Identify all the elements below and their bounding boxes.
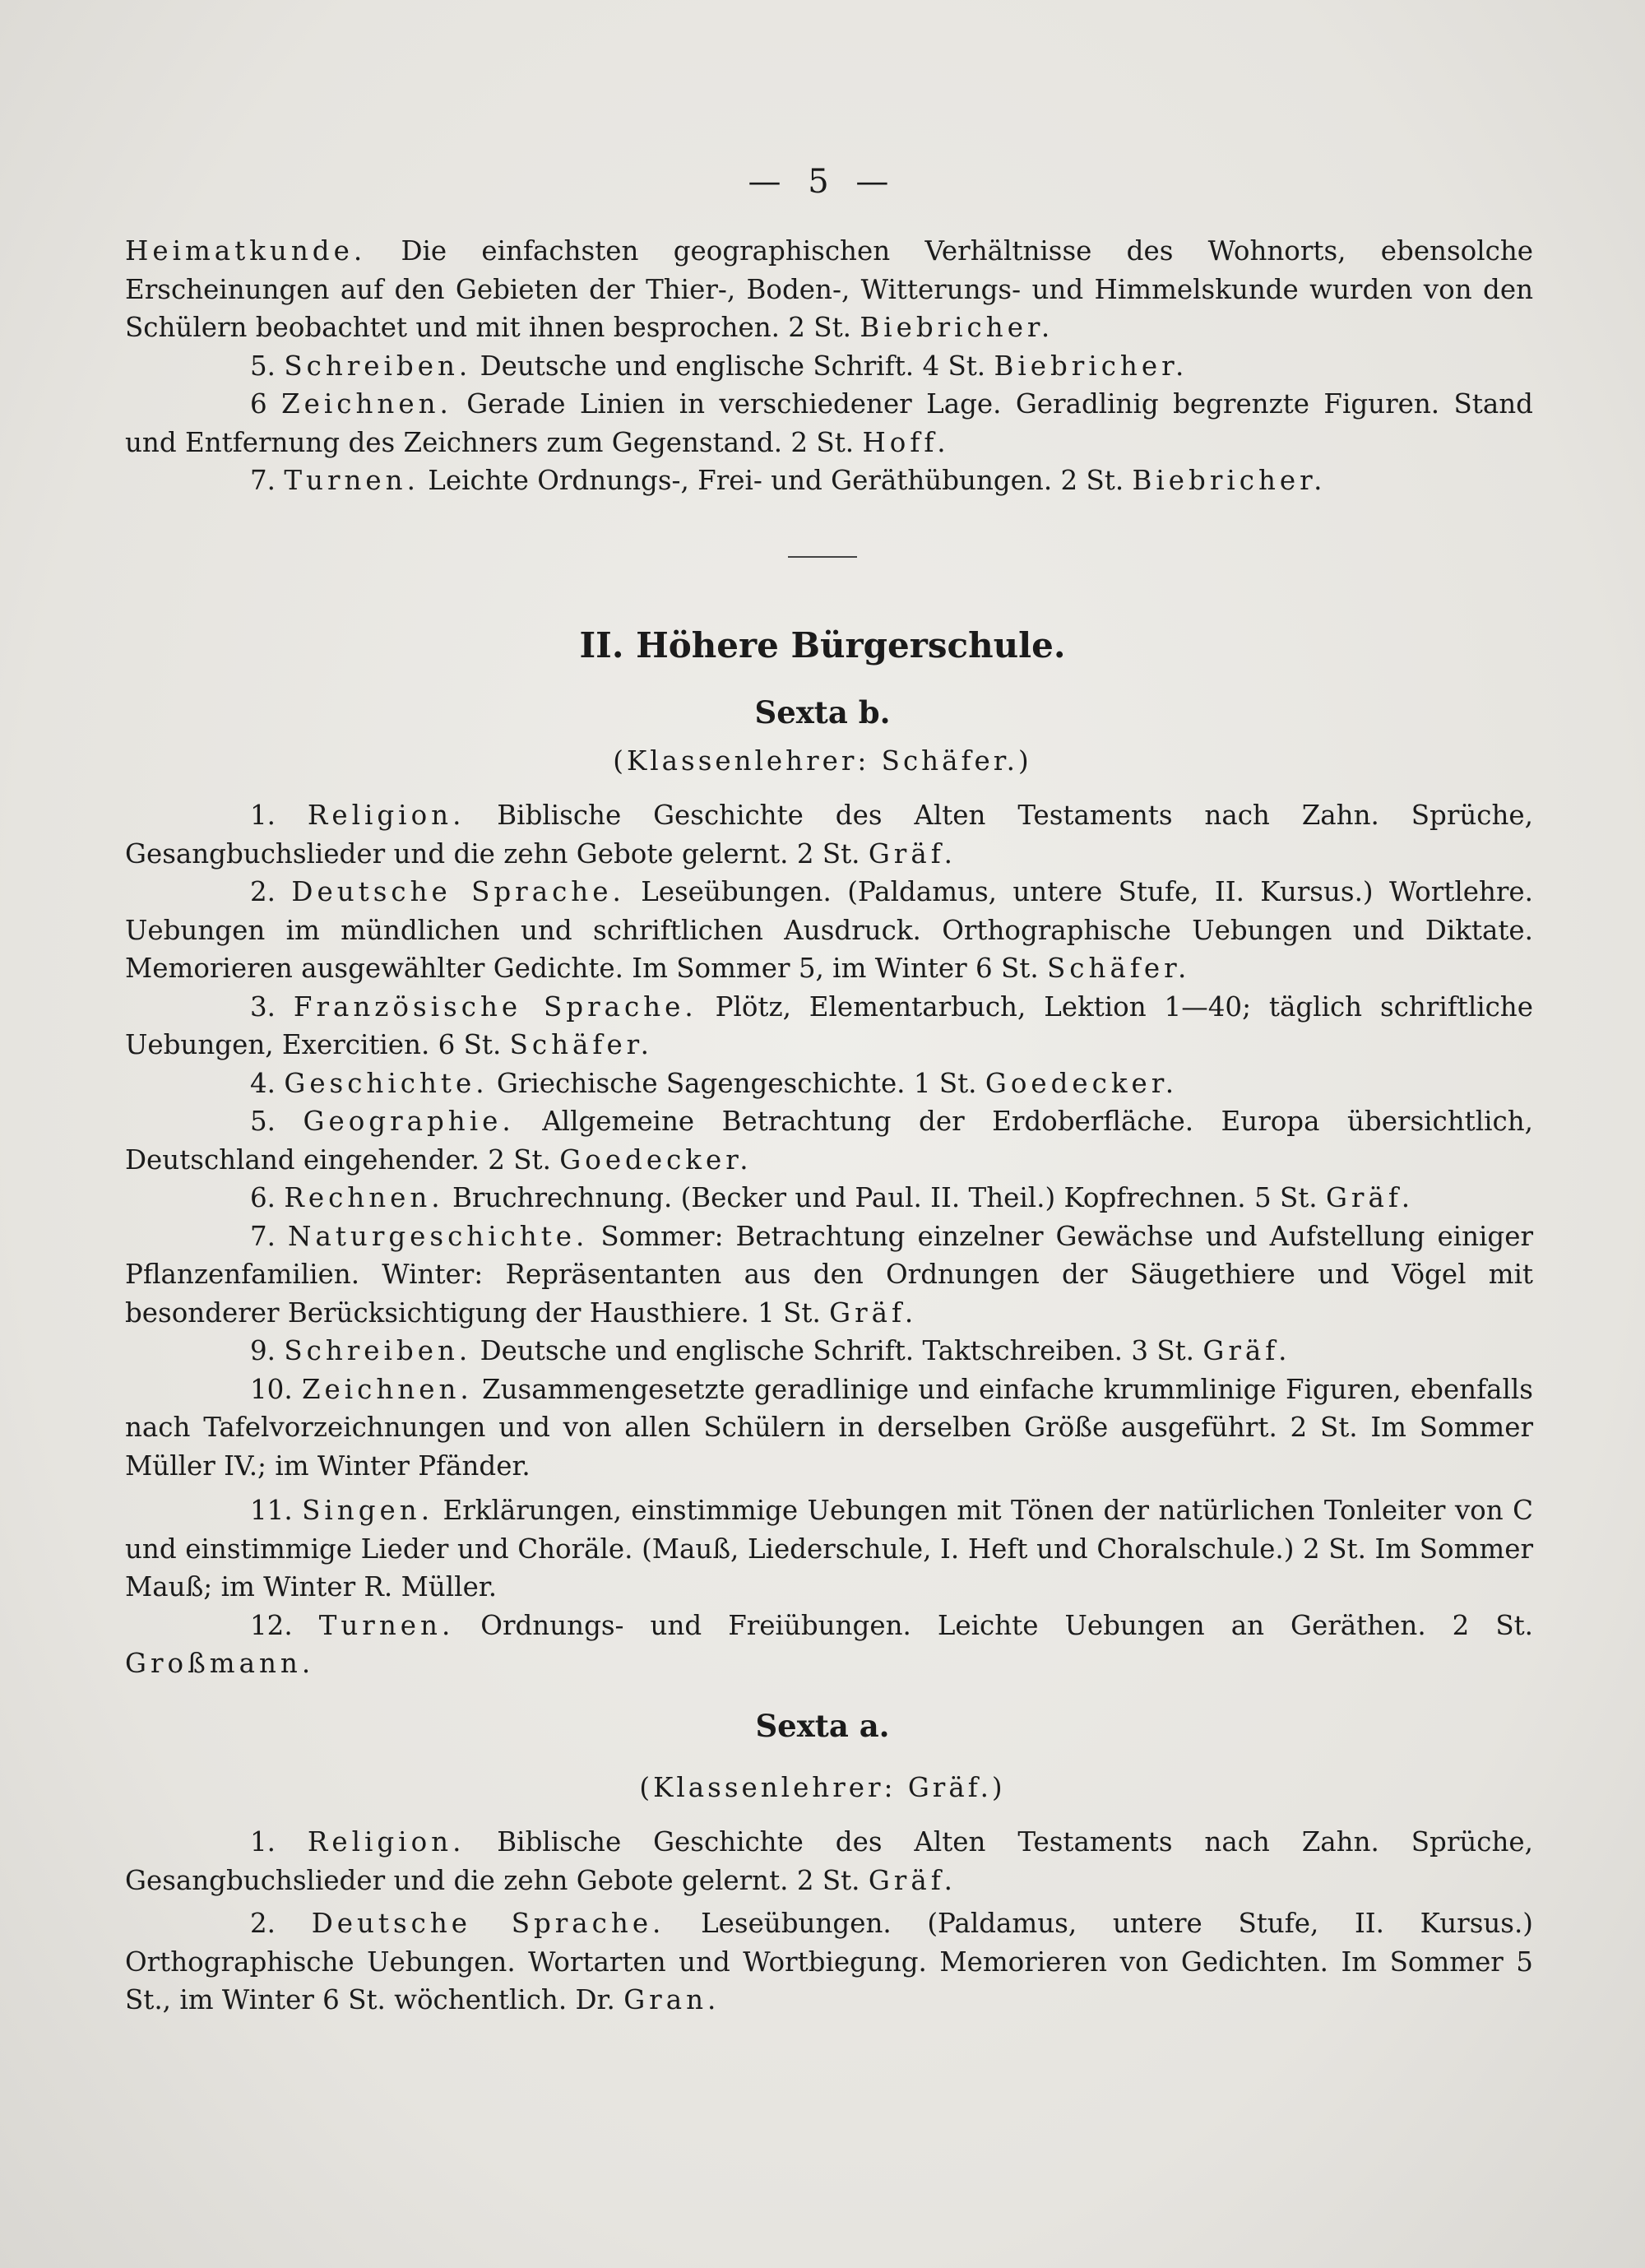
subject-text: Erklärungen, einstimmige Uebungen mit Tönen der natürlichen Tonleiter von C und einstimmige Lieder und Choräle. (Mauß, Liederschule, I. Heft und Choralschule.) 2 St. Im Sommer Mauß; im Winter R. Müller. — [125, 1495, 1533, 1602]
item-number: 7. — [250, 1220, 276, 1252]
paragraph-turnen — [125, 461, 1533, 500]
subject-text: Die einfachsten geographischen Verhältnisse des Wohnorts, ebensolche Erscheinungen auf den Gebieten der Thier-, Boden-, Witterungs- und Himmelskunde wurden von den Schülern beobachtet und mit ihnen besprochen. 2 St. — [125, 235, 1533, 343]
item-number: 7. — [250, 465, 276, 496]
teacher-name: Biebricher. — [994, 350, 1189, 382]
subject-text: Biblische Geschichte des Alten Testaments nach Zahn. Sprüche, Gesangbuchslieder und die zehn Gebote gelernt. 2 St. — [125, 800, 1533, 870]
teacher-name: Biebricher. — [1132, 465, 1327, 496]
subject-label: Zeichnen. — [281, 388, 452, 420]
sexta-b-teacher-line: (Klassenlehrer: Schäfer.) — [613, 745, 1032, 777]
list-item — [125, 1823, 1533, 1899]
subject-label: Zeichnen. — [301, 1373, 473, 1405]
subject-label: Religion. — [307, 1826, 466, 1858]
subject-label: Geschichte. — [284, 1067, 489, 1099]
item-number: 11. — [250, 1495, 293, 1526]
teacher-name: Gran. — [623, 1984, 721, 2015]
teacher-name: Goedecker. — [559, 1143, 753, 1176]
section-title: II. Höhere Bürgerschule. — [579, 625, 1066, 666]
teacher-name: Gräf. — [1202, 1335, 1291, 1366]
item-number: 12. — [250, 1609, 293, 1641]
subject-text: Griechische Sagengeschichte. 1 St. — [496, 1067, 977, 1099]
intro-block — [125, 232, 1533, 500]
subject-label: Französische Sprache. — [293, 990, 697, 1023]
item-number: 3. — [250, 990, 276, 1023]
sexta-a-title: Sexta a. — [755, 1708, 890, 1744]
subject-label: Deutsche Sprache. — [311, 1908, 665, 1939]
teacher-name: Schäfer. — [1047, 953, 1191, 984]
subject-text: Gerade Linien in verschiedener Lage. Geradlinig begrenzte Figuren. Stand und Entfernung des Zeichners zum Gegenstand. 2 St. — [125, 388, 1533, 458]
paragraph-heimatkunde — [125, 232, 1533, 347]
item-number: 5. — [250, 1106, 276, 1137]
paragraph-zeichnen — [125, 385, 1533, 461]
subject-text: Leseübungen. (Paldamus, untere Stufe, II. Kursus.) Orthographische Uebungen. Wortarten und Wortbiegung. Memorieren von Gedichten. Im Sommer 5 St., im Winter 6 St. wöchentlich. Dr. — [125, 1908, 1533, 2015]
subject-label: Turnen. — [284, 465, 419, 496]
subject-label: Singen. — [302, 1495, 434, 1526]
teacher-name: Gräf. — [868, 837, 957, 870]
item-number: 4. — [250, 1067, 276, 1099]
list-item — [125, 1491, 1533, 1607]
list-item — [125, 988, 1533, 1064]
teacher-name: Gräf. — [1325, 1182, 1415, 1213]
list-item — [125, 1064, 1533, 1103]
subject-label: Turnen. — [318, 1609, 455, 1641]
item-number: 5. — [250, 350, 276, 382]
item-number: 9. — [250, 1335, 276, 1366]
list-item — [125, 1904, 1533, 2020]
list-item — [125, 1332, 1533, 1371]
item-number: 1. — [250, 800, 276, 831]
list-item — [125, 873, 1533, 988]
item-number: 10. — [250, 1373, 293, 1405]
section-divider — [788, 556, 857, 558]
subject-text: Sommer: Betrachtung einzelner Gewächse und Aufstellung einiger Pflanzenfamilien. Winter: Repräsentanten aus den Ordnungen der Säugethiere und Vögel mit besonderer Berücksichtigung der Hausthiere. 1 St. — [125, 1220, 1533, 1329]
subject-text: Leseübungen. (Paldamus, untere Stufe, II. Kursus.) Wortlehre. Uebungen im mündlichen und schriftlichen Ausdruck. Orthographische Uebungen und Diktate. Memorieren ausgewählter Gedichte. Im Sommer 5, im Winter 6 St. — [125, 876, 1534, 984]
item-number: 6. — [250, 1182, 276, 1213]
subject-text: Allgemeine Betrachtung der Erdoberfläche. Europa übersichtlich, Deutschland eingehender. 2 St. — [125, 1106, 1533, 1176]
sexta-a-list — [125, 1823, 1533, 2020]
paragraph-schreiben — [125, 347, 1533, 386]
item-number: 1. — [250, 1826, 276, 1858]
item-number: 2. — [250, 1908, 276, 1939]
teacher-name: Goedecker. — [985, 1067, 1179, 1099]
subject-text: Deutsche und englische Schrift. 4 St. — [480, 350, 986, 382]
teacher-name: Gräf. — [868, 1864, 957, 1896]
teacher-name: Schäfer. — [509, 1029, 653, 1060]
subject-text: Biblische Geschichte des Alten Testaments nach Zahn. Sprüche, Gesangbuchslieder und die zehn Gebote gelernt. 2 St. — [125, 1826, 1533, 1896]
subject-text: Plötz, Elementarbuch, Lektion 1—40; täglich schriftliche Uebungen, Exercitien. 6 St. — [125, 990, 1533, 1060]
subject-text: Ordnungs- und Freiübungen. Leichte Uebungen an Geräthen. 2 St. — [480, 1609, 1533, 1641]
subject-text: Leichte Ordnungs-, Frei- und Geräthübungen. 2 St. — [428, 465, 1124, 496]
list-item — [125, 1102, 1533, 1179]
list-item — [125, 796, 1533, 873]
teacher-name: Biebricher. — [860, 312, 1054, 343]
subject-label: Naturgeschichte. — [288, 1220, 589, 1252]
teacher-name: Gräf. — [829, 1296, 918, 1329]
subject-label: Rechnen. — [284, 1182, 444, 1213]
list-item — [125, 1217, 1533, 1333]
subject-label: Heimatkunde. — [125, 235, 367, 267]
subject-text: Zusammengesetzte geradlinige und einfache krummlinige Figuren, ebenfalls nach Tafelvorzeichnungen und von allen Schülern in derselben Größe ausgeführt. 2 St. Im Sommer Müller IV.; im Winter Pfänder. — [125, 1373, 1533, 1482]
subject-label: Geographie. — [303, 1106, 515, 1137]
item-number: 2. — [250, 876, 276, 907]
subject-text: Deutsche und englische Schrift. Taktschreiben. 3 St. — [480, 1335, 1195, 1366]
item-number: 6 — [250, 388, 267, 420]
list-item — [125, 1607, 1533, 1683]
page-number: — 5 — — [748, 163, 897, 201]
teacher-name: Großmann. — [125, 1648, 315, 1679]
sexta-b-list — [125, 796, 1533, 1683]
sexta-a-teacher-line: (Klassenlehrer: Gräf.) — [639, 1772, 1006, 1803]
subject-label: Schreiben. — [284, 1335, 472, 1366]
subject-text: Bruchrechnung. (Becker und Paul. II. Theil.) Kopfrechnen. 5 St. — [452, 1182, 1318, 1213]
teacher-name: Hoff. — [862, 426, 950, 458]
subject-label: Schreiben. — [284, 350, 472, 382]
list-item — [125, 1179, 1533, 1217]
sexta-b-title: Sexta b. — [754, 694, 891, 730]
subject-label: Religion. — [307, 800, 466, 831]
list-item — [125, 1371, 1533, 1486]
subject-label: Deutsche Sprache. — [291, 876, 625, 907]
